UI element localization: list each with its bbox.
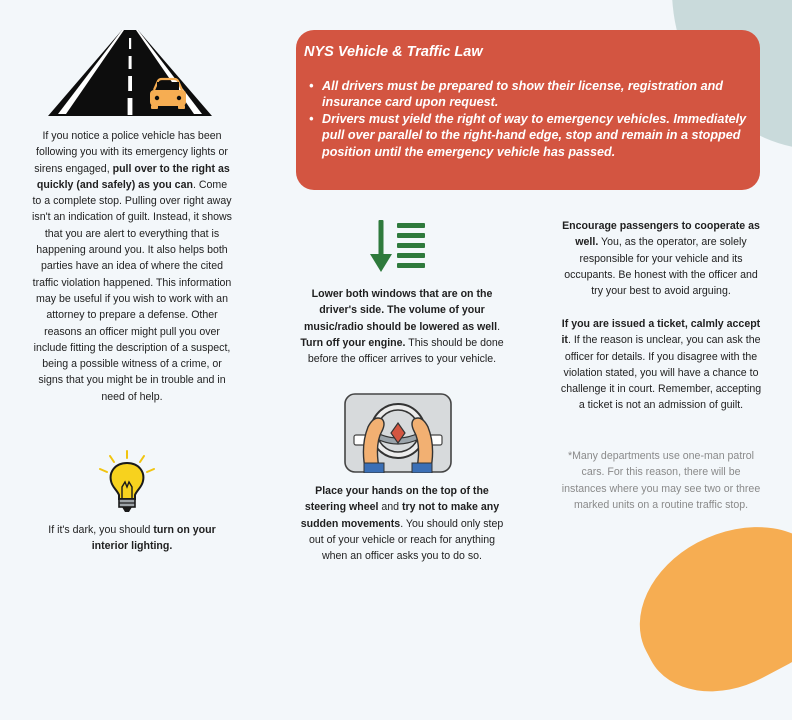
patrol-car-footnote: *Many departments use one-man patrol cars. For this reason, there will be instances where you may see two or three marked units on a routine traffic stop. [561,450,761,511]
steering-wheel-icon [344,393,452,473]
road-car-icon [44,28,216,116]
hands-paragraph: Place your hands on the top of the steering wheel and try not to make any sudden movements. You should only step out of your vehicle or reach for anything when an officer asks you to do so. [300,485,504,563]
banner-bullet: • Drivers must yield the right of way to emergency vehicles. Immediately pull over parallel to the right-hand edge, stop and remain in a stopped position until the emergency vehicle has passed. [322,111,752,160]
banner-bullet-list [304,78,752,160]
nys-law-banner [296,30,760,190]
pullover-paragraph: If you notice a police vehicle has been following you with its emergency lights or sirens engaged, pull over to the right as quickly (and safely) as you can. Come to a complete stop. Pulling over right away isn't an indication of guilt. Instead, it shows that you are alert to everything that is happening around you. It also helps both parties have an idea of where the cited traffic violation happened. This information may be useful if you wish to work with an attorney to prepare a defense. Other reasons an officer might pull you over include fitting the description of a suspect, being a possible witness of a crime, or signs that you might be in trouble and in need of help. [32,130,232,403]
banner-title: NYS Vehicle & Traffic Law [304,44,483,60]
windows-paragraph: Lower both windows that are on the driver's side. The volume of your music/radio should be lowered as well. Turn off your engine. This should be done before the officer arrives to your vehicle. [300,288,504,366]
orange-background-blob [612,494,792,720]
ticket-paragraph: If you are issued a ticket, calmly accept it. If the reason is unclear, you can ask the officer for details. If you disagree with the violation stated, you will have a chance to challenge it in court. Remember, accepting a ticket is not an admission of guilt. [560,318,762,412]
passengers-paragraph: Encourage passengers to cooperate as well. You, as the operator, are solely responsible for your vehicle and its occupants. Be honest with the officer and try your best to avoid arguing. [562,220,760,298]
lightbulb-icon [96,449,158,515]
banner-bullet: • All drivers must be prepared to show their license, registration and insurance card upon request. [322,78,752,111]
lighting-paragraph: If it's dark, you should turn on your interior lighting. [48,524,216,553]
sort-descending-icon [370,218,428,274]
